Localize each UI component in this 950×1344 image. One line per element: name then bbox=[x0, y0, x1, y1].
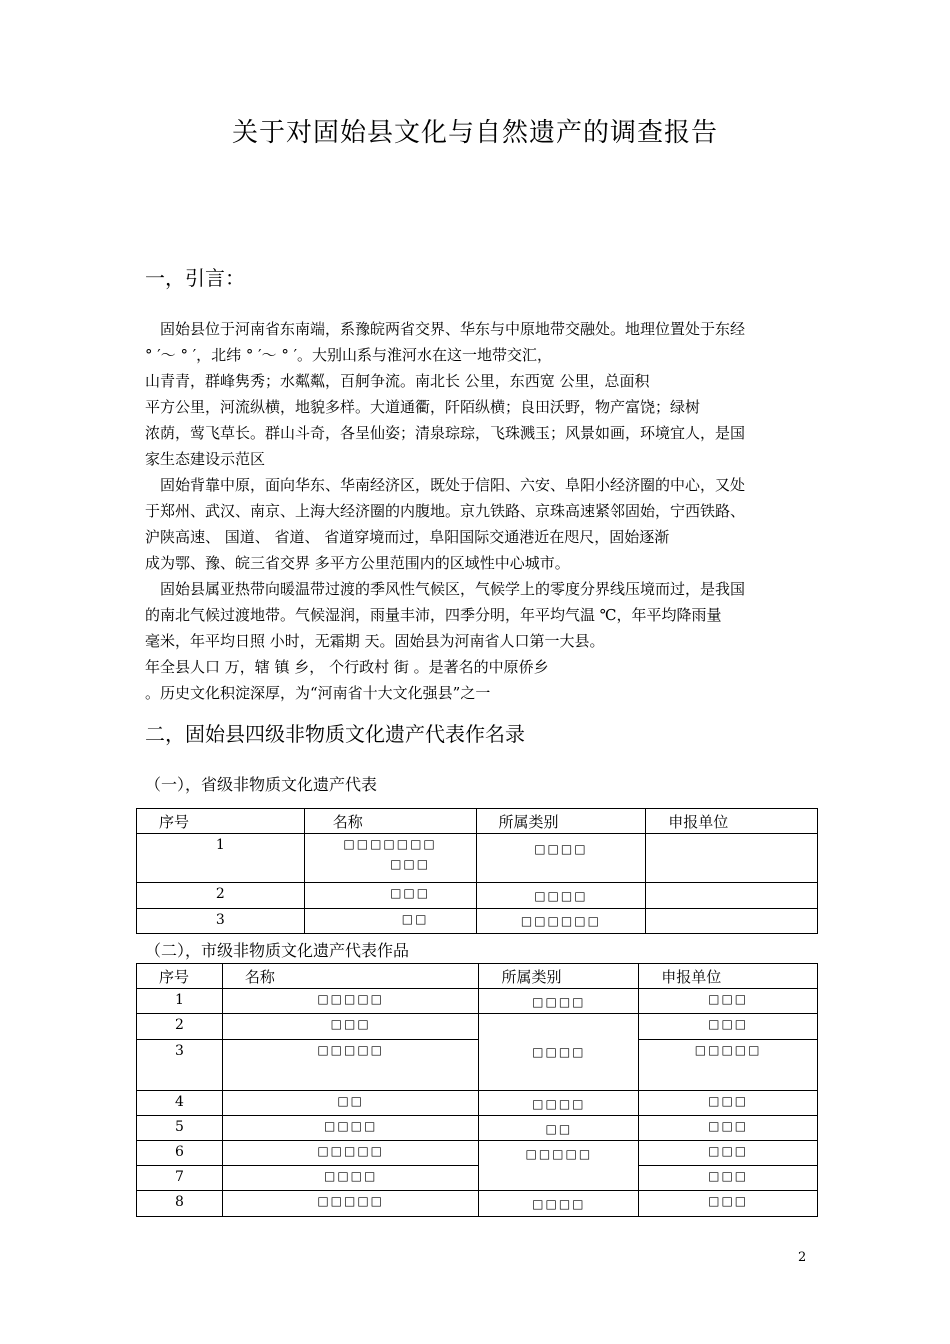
table-row bbox=[137, 1141, 818, 1166]
cell-index: 4 bbox=[137, 1091, 223, 1116]
cell-name: □□□□□ bbox=[222, 1040, 479, 1091]
municipal-heritage-table bbox=[136, 963, 818, 1217]
cell-index: 3 bbox=[137, 909, 305, 934]
paragraph-line: 毫米，年平均日照 小时，无霜期 天。固始县为河南省人口第一大县。 bbox=[145, 632, 605, 650]
cell-name-line: □□□□□□□ bbox=[343, 837, 437, 851]
paragraph-line: 家生态建设示范区 bbox=[145, 450, 266, 468]
cell-index: 3 bbox=[137, 1040, 223, 1091]
cell-index: 7 bbox=[137, 1166, 223, 1191]
header-index: 序号 bbox=[137, 964, 223, 989]
subsection-heading-provincial: （一），省级非物质文化遗产代表 bbox=[145, 775, 378, 794]
cell-index: 1 bbox=[137, 989, 223, 1014]
cell-unit: □□□ bbox=[639, 1166, 818, 1191]
section-heading-heritage: 二，固始县四级非物质文化遗产代表作名录 bbox=[145, 722, 525, 746]
cell-category: □□□□ bbox=[479, 1091, 639, 1116]
cell-name: □□ bbox=[222, 1091, 479, 1116]
cell-unit: □□□ bbox=[639, 1014, 818, 1040]
table-header-row bbox=[137, 964, 818, 989]
section-heading-intro: 一，引言： bbox=[145, 266, 245, 290]
table-row bbox=[137, 1191, 818, 1217]
cell-unit bbox=[646, 834, 818, 883]
cell-unit: □□□ bbox=[639, 1091, 818, 1116]
paragraph-line: 固始背靠中原，面向华东、华南经济区，既处于信阳、六安、阜阳小经济圈的中心，又处 bbox=[160, 476, 746, 494]
cell-category: □□□□ bbox=[479, 989, 639, 1014]
cell-name: □□□□□ bbox=[222, 1141, 479, 1166]
cell-name: □□□□ bbox=[222, 1116, 479, 1141]
cell-name: □□ bbox=[304, 909, 476, 934]
cell-unit: □□□ bbox=[639, 1191, 818, 1217]
cell-category: □□□□□ bbox=[479, 1141, 639, 1191]
paragraph-line: 山青青，群峰隽秀；水粼粼，百舸争流。南北长 公里，东西宽 公里，总面积 bbox=[145, 372, 650, 390]
table-row bbox=[137, 1040, 818, 1091]
cell-unit bbox=[646, 883, 818, 909]
page-title: 关于对固始县文化与自然遗产的调查报告 bbox=[231, 118, 718, 148]
paragraph-line: 固始县属亚热带向暖温带过渡的季风性气候区，气候学上的零度分界线压境而过，是我国 bbox=[160, 580, 746, 598]
cell-category: □□ bbox=[479, 1116, 639, 1141]
cell-unit: □□□ bbox=[639, 989, 818, 1014]
table-row bbox=[137, 989, 818, 1014]
paragraph-line: ° ′～ ° ′，北纬 ° ′～ ° ′。大别山系与淮河水在这一地带交汇， bbox=[145, 346, 553, 364]
cell-category: □□□□□□ bbox=[476, 909, 646, 934]
cell-index: 8 bbox=[137, 1191, 223, 1217]
cell-name: □□□□ bbox=[222, 1166, 479, 1191]
header-category: 所属类别 bbox=[479, 964, 639, 989]
cell-name: □□□□□ bbox=[222, 989, 479, 1014]
table-row bbox=[137, 834, 818, 883]
cell-unit: □□□ bbox=[639, 1141, 818, 1166]
cell-category: □□□□ bbox=[476, 834, 646, 883]
cell-category: □□□□ bbox=[476, 883, 646, 909]
table-row bbox=[137, 1166, 818, 1191]
cell-index: 6 bbox=[137, 1141, 223, 1166]
cell-name: □□□ bbox=[304, 883, 476, 909]
table-row bbox=[137, 1014, 818, 1040]
cell-unit bbox=[646, 909, 818, 934]
cell-unit: □□□ bbox=[639, 1116, 818, 1141]
header-name: 名称 bbox=[222, 964, 479, 989]
cell-name: □□□ bbox=[222, 1014, 479, 1040]
page-number: 2 bbox=[798, 1250, 807, 1265]
paragraph-line: 浓荫，莺飞草长。群山斗奇，各呈仙姿；清泉琮琮，飞珠溅玉；风景如画，环境宜人，是国 bbox=[145, 424, 746, 442]
table-row bbox=[137, 1116, 818, 1141]
provincial-heritage-table bbox=[136, 808, 818, 934]
header-unit: 申报单位 bbox=[639, 964, 818, 989]
cell-category: □□□□ bbox=[479, 1014, 639, 1091]
cell-name bbox=[304, 834, 476, 883]
paragraph-line: 固始县位于河南省东南端，系豫皖两省交界、华东与中原地带交融处。地理位置处于东经 bbox=[160, 320, 746, 338]
header-category: 所属类别 bbox=[476, 809, 646, 834]
paragraph-line: 于郑州、武汉、南京、上海大经济圈的内腹地。京九铁路、京珠高速紧邻固始，宁西铁路、 bbox=[145, 502, 746, 520]
cell-index: 1 bbox=[137, 834, 305, 883]
paragraph-line: 沪陕高速、 国道、 省道、 省道穿境而过，阜阳国际交通港近在咫尺，固始逐渐 bbox=[145, 528, 670, 546]
subsection-heading-municipal: （二），市级非物质文化遗产代表作品 bbox=[145, 941, 410, 960]
cell-index: 2 bbox=[137, 883, 305, 909]
cell-name-line: □□□ bbox=[390, 857, 431, 871]
paragraph-line: 的南北气候过渡地带。气候湿润，雨量丰沛，四季分明，年平均气温 ℃，年平均降雨量 bbox=[145, 606, 722, 624]
paragraph-line: 。历史文化积淀深厚，为“河南省十大文化强县”之一 bbox=[145, 684, 491, 702]
header-name: 名称 bbox=[304, 809, 476, 834]
table-row bbox=[137, 909, 818, 934]
paragraph-line: 年全县人口 万，辖 镇 乡， 个行政村 街 。是著名的中原侨乡 bbox=[145, 658, 549, 676]
cell-category: □□□□ bbox=[479, 1191, 639, 1217]
cell-unit: □□□□□ bbox=[639, 1040, 818, 1091]
cell-name: □□□□□ bbox=[222, 1191, 479, 1217]
paragraph-line: 平方公里，河流纵横，地貌多样。大道通衢，阡陌纵横；良田沃野，物产富饶；绿树 bbox=[145, 398, 701, 416]
cell-index: 5 bbox=[137, 1116, 223, 1141]
table-row bbox=[137, 883, 818, 909]
paragraph-line: 成为鄂、豫、皖三省交界 多平方公里范围内的区域性中心城市。 bbox=[145, 554, 570, 572]
cell-index: 2 bbox=[137, 1014, 223, 1040]
header-unit: 申报单位 bbox=[646, 809, 818, 834]
table-header-row bbox=[137, 809, 818, 834]
table-row bbox=[137, 1091, 818, 1116]
header-index: 序号 bbox=[137, 809, 305, 834]
